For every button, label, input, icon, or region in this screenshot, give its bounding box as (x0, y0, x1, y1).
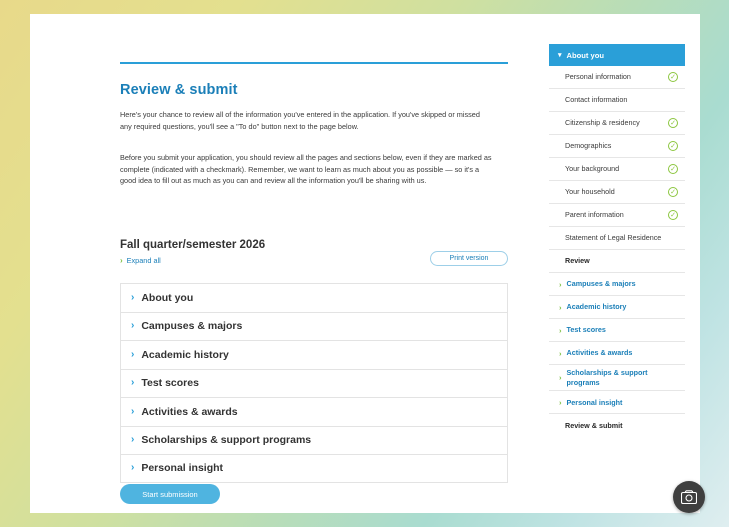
sidebar-item-label: Personal information (565, 72, 631, 82)
sidebar-item-personal-insight[interactable] (549, 391, 685, 414)
sidebar-item-label: Contact information (565, 95, 628, 105)
sidebar-item-personal-information[interactable] (549, 66, 685, 89)
accordion-item-label: Activities & awards (141, 405, 238, 418)
accordion-item-label: Campuses & majors (141, 320, 243, 333)
sidebar-item-citizenship-residency[interactable] (549, 112, 685, 135)
chevron-right-icon: › (559, 302, 562, 312)
screenshot-capture-button[interactable] (673, 481, 705, 513)
chevron-right-icon: › (131, 462, 135, 474)
sidebar-item-label: Your household (565, 187, 615, 197)
sidebar-header-about-you[interactable] (549, 44, 685, 66)
chevron-right-icon: › (559, 325, 562, 335)
chevron-right-icon: › (131, 291, 135, 303)
sidebar-item-label: Review & submit (565, 421, 623, 431)
chevron-right-icon: › (559, 348, 562, 358)
accordion-item-label: Academic history (141, 348, 229, 361)
accordion-item-test-scores[interactable] (120, 369, 508, 398)
sidebar-item-activities-awards[interactable] (549, 342, 685, 365)
sidebar-item-your-background[interactable] (549, 158, 685, 181)
check-icon: ✓ (668, 187, 678, 197)
accordion-item-label: About you (141, 291, 194, 304)
application-window (30, 14, 700, 513)
sidebar-item-label: Personal insight (566, 397, 623, 407)
title-divider (120, 62, 508, 64)
chevron-right-icon: › (131, 348, 135, 360)
check-icon: ✓ (668, 141, 678, 151)
sidebar-header-label: About you (566, 50, 605, 60)
accordion-item-scholarships-support-programs[interactable] (120, 426, 508, 455)
accordion-item-campuses-majors[interactable] (120, 312, 508, 341)
sidebar-item-contact-information[interactable] (549, 89, 685, 112)
sidebar-item-your-household[interactable] (549, 181, 685, 204)
chevron-right-icon: › (559, 373, 562, 383)
window-top-strip (30, 14, 700, 32)
chevron-down-icon: ▾ (558, 52, 562, 59)
chevron-right-icon: › (131, 320, 135, 332)
chevron-right-icon: › (120, 256, 123, 265)
main-content-panel (84, 32, 538, 513)
sidebar-item-campuses-majors[interactable] (549, 273, 685, 296)
sidebar-item-label: Citizenship & residency (565, 118, 640, 128)
sidebar-item-parent-information[interactable] (549, 204, 685, 227)
chevron-right-icon: › (131, 405, 135, 417)
sidebar-item-label: Academic history (566, 302, 627, 312)
chevron-right-icon: › (559, 397, 562, 407)
print-version-button[interactable] (430, 251, 508, 266)
sidebar-item-review-submit[interactable] (549, 414, 685, 437)
intro-paragraph-1: Here's your chance to review all of the information you've entered in the application. If you've skipped or missed any required questions, you'll see a "To do" button next to the page below. (120, 110, 480, 131)
sidebar-item-label: Parent information (565, 210, 624, 220)
chevron-right-icon: › (559, 279, 562, 289)
accordion-item-label: Test scores (141, 377, 199, 390)
expand-all-link[interactable] (120, 256, 161, 265)
sidebar-item-academic-history[interactable] (549, 296, 685, 319)
accordion-item-label: Scholarships & support programs (141, 434, 312, 447)
accordion-item-academic-history[interactable] (120, 340, 508, 369)
sidebar-item-label: Your background (565, 164, 620, 174)
accordion-item-personal-insight[interactable] (120, 454, 508, 483)
term-heading: Fall quarter/semester 2026 (120, 238, 266, 251)
check-icon: ✓ (668, 118, 678, 128)
accordion-item-label: Personal insight (141, 462, 224, 475)
page-title: Review & submit (120, 81, 238, 98)
sidebar-item-demographics[interactable] (549, 135, 685, 158)
check-icon: ✓ (668, 210, 678, 220)
check-icon: ✓ (668, 72, 678, 82)
application-sidebar (549, 44, 685, 437)
sidebar-item-label: Review (565, 256, 590, 266)
screenshot-capture-icon (681, 490, 697, 504)
sidebar-item-test-scores[interactable] (549, 319, 685, 342)
print-version-label: Print version (449, 255, 489, 262)
start-submission-button[interactable] (120, 484, 220, 504)
accordion-item-about-you[interactable] (120, 283, 508, 312)
sidebar-item-label: Test scores (566, 325, 606, 335)
check-icon: ✓ (668, 164, 678, 174)
sidebar-item-label: Scholarships & support programs (566, 368, 648, 387)
expand-all-label: Expand all (126, 256, 161, 265)
accordion-item-activities-awards[interactable] (120, 397, 508, 426)
sidebar-item-label: Statement of Legal Residence (565, 233, 662, 243)
start-submission-label: Start submission (142, 489, 198, 499)
sidebar-item-label: Campuses & majors (566, 279, 636, 289)
review-accordion (120, 283, 508, 483)
chevron-right-icon: › (131, 377, 135, 389)
sidebar-item-label: Activities & awards (566, 348, 633, 358)
sidebar-item-scholarships-support-programs[interactable] (549, 365, 685, 391)
sidebar-item-review[interactable] (549, 250, 685, 273)
sidebar-item-label: Demographics (565, 141, 612, 151)
intro-paragraph-2: Before you submit your application, you should review all the pages and sections below, even if they are marked as complete (indicated with a checkmark). Remember, we want to learn as much about you as possible — so it's a good idea to fill out as much as you can and review all the information you'll be sharing with us. (120, 153, 492, 185)
sidebar-item-statement-of-legal-residence[interactable] (549, 227, 685, 250)
chevron-right-icon: › (131, 434, 135, 446)
